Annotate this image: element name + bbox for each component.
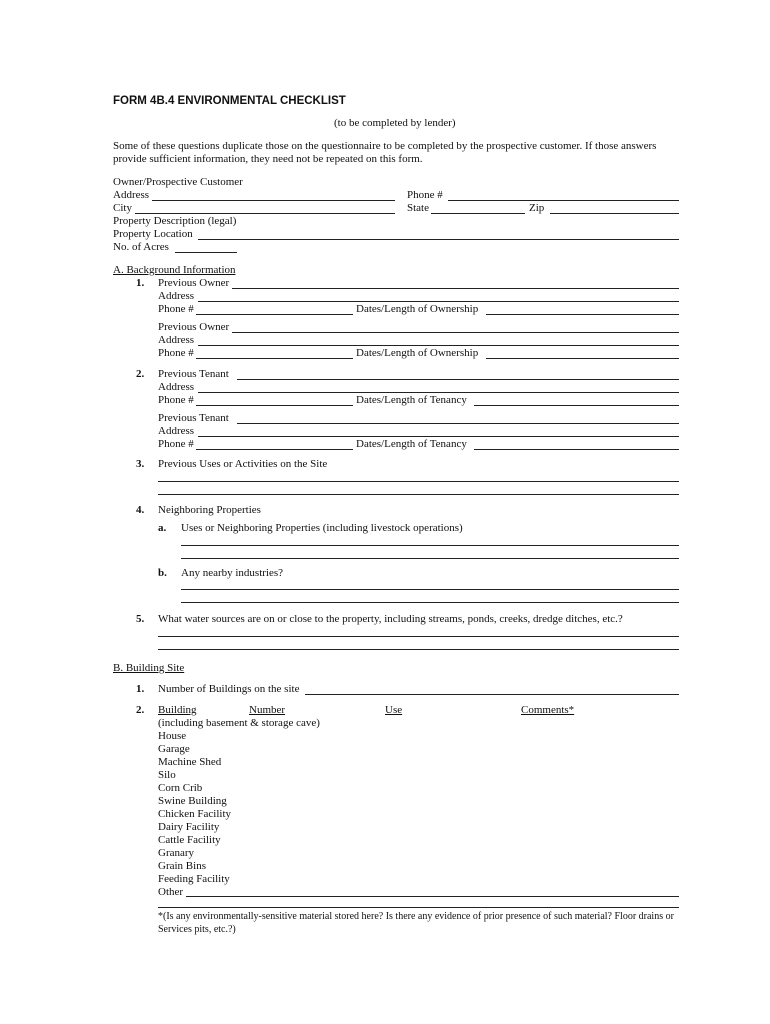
a-item-3-number: 3. bbox=[136, 458, 145, 470]
owner-address-field[interactable] bbox=[152, 200, 395, 201]
building-row-label: Granary bbox=[158, 847, 195, 859]
neighboring-properties-label: Neighboring Properties bbox=[158, 504, 261, 516]
previous-owner-1-field[interactable] bbox=[232, 288, 679, 289]
column-header-number: Number bbox=[249, 704, 286, 716]
water-sources-field-2[interactable] bbox=[158, 649, 679, 650]
section-a-heading: A. Background Information bbox=[113, 264, 236, 276]
b-item-2-number: 2. bbox=[136, 704, 145, 716]
sub-item-b-letter: b. bbox=[158, 567, 167, 579]
previous-tenant-1-phone-label: Phone # bbox=[158, 394, 194, 406]
column-header-use: Use bbox=[385, 704, 403, 716]
previous-uses-field-1[interactable] bbox=[158, 481, 679, 482]
building-row-label: Dairy Facility bbox=[158, 821, 220, 833]
building-row-label: Silo bbox=[158, 769, 176, 781]
previous-owner-1-label: Previous Owner bbox=[158, 277, 230, 289]
previous-uses-label: Previous Uses or Activities on the Site bbox=[158, 458, 328, 470]
previous-owner-2-dates-label: Dates/Length of Ownership bbox=[356, 347, 479, 359]
a-item-4-number: 4. bbox=[136, 504, 145, 516]
neighboring-uses-field-1[interactable] bbox=[181, 545, 679, 546]
property-location-field[interactable] bbox=[198, 239, 679, 240]
intro-text-line1: Some of these questions duplicate those on the questionnaire to be completed by the prospective customer. If those answers bbox=[113, 140, 657, 152]
previous-tenant-1-field[interactable] bbox=[237, 379, 679, 380]
owner-state-label: State bbox=[407, 202, 429, 214]
building-row-label-other: Other bbox=[158, 886, 184, 898]
footnote-line1: *(Is any environmentally-sensitive material stored here? Is there any evidence of prior presence of such material? Floor drains or bbox=[158, 911, 674, 922]
previous-owner-2-field[interactable] bbox=[232, 332, 679, 333]
b-item-1-number: 1. bbox=[136, 683, 145, 695]
owner-city-field[interactable] bbox=[135, 213, 395, 214]
previous-tenant-1-dates-field[interactable] bbox=[474, 405, 679, 406]
a-item-5-number: 5. bbox=[136, 613, 145, 625]
column-header-building: Building bbox=[158, 704, 197, 716]
building-row-label: Corn Crib bbox=[158, 782, 203, 794]
property-description-label: Property Description (legal) bbox=[113, 215, 237, 227]
acres-field[interactable] bbox=[175, 252, 237, 253]
footnote-divider bbox=[158, 907, 679, 908]
previous-owner-1-address-label: Address bbox=[158, 290, 195, 302]
previous-tenant-2-phone-field[interactable] bbox=[196, 449, 353, 450]
previous-owner-1-phone-label: Phone # bbox=[158, 303, 194, 315]
previous-owner-2-address-field[interactable] bbox=[198, 345, 679, 346]
building-row-label: Garage bbox=[158, 743, 190, 755]
previous-tenant-2-address-label: Address bbox=[158, 425, 195, 437]
previous-owner-1-dates-label: Dates/Length of Ownership bbox=[356, 303, 479, 315]
previous-tenant-2-field[interactable] bbox=[237, 423, 679, 424]
previous-owner-2-dates-field[interactable] bbox=[486, 358, 679, 359]
acres-label: No. of Acres bbox=[113, 241, 169, 253]
water-sources-field-1[interactable] bbox=[158, 636, 679, 637]
owner-city-label: City bbox=[113, 202, 132, 214]
previous-tenant-2-dates-field[interactable] bbox=[474, 449, 679, 450]
building-row-label: House bbox=[158, 730, 187, 742]
number-of-buildings-label: Number of Buildings on the site bbox=[158, 683, 300, 695]
building-row-label: Machine Shed bbox=[158, 756, 222, 768]
owner-zip-field[interactable] bbox=[550, 213, 679, 214]
nearby-industries-label: Any nearby industries? bbox=[181, 567, 284, 579]
previous-tenant-1-address-label: Address bbox=[158, 381, 195, 393]
previous-owner-1-address-field[interactable] bbox=[198, 301, 679, 302]
other-building-field[interactable] bbox=[186, 896, 679, 897]
building-row-label: Feeding Facility bbox=[158, 873, 230, 885]
previous-tenant-2-dates-label: Dates/Length of Tenancy bbox=[356, 438, 467, 450]
previous-tenant-2-label: Previous Tenant bbox=[158, 412, 229, 424]
owner-phone-field[interactable] bbox=[448, 200, 679, 201]
previous-tenant-1-phone-field[interactable] bbox=[196, 405, 353, 406]
previous-owner-2-label: Previous Owner bbox=[158, 321, 230, 333]
neighboring-uses-label: Uses or Neighboring Properties (including livestock operations) bbox=[181, 522, 463, 534]
form-subtitle: (to be completed by lender) bbox=[334, 117, 456, 129]
previous-owner-2-phone-label: Phone # bbox=[158, 347, 194, 359]
form-title: FORM 4B.4 ENVIRONMENTAL CHECKLIST bbox=[113, 95, 346, 107]
footnote-line2: Services pits, etc.?) bbox=[158, 924, 236, 935]
building-row-label: Swine Building bbox=[158, 795, 227, 807]
previous-tenant-1-dates-label: Dates/Length of Tenancy bbox=[356, 394, 467, 406]
a-item-2-number: 2. bbox=[136, 368, 145, 380]
building-row-label: Chicken Facility bbox=[158, 808, 232, 820]
number-of-buildings-field[interactable] bbox=[305, 694, 679, 695]
nearby-industries-field-2[interactable] bbox=[181, 602, 679, 603]
previous-uses-field-2[interactable] bbox=[158, 494, 679, 495]
previous-tenant-2-address-field[interactable] bbox=[198, 436, 679, 437]
section-b-heading: B. Building Site bbox=[113, 662, 185, 674]
previous-owner-1-dates-field[interactable] bbox=[486, 314, 679, 315]
previous-tenant-2-phone-label: Phone # bbox=[158, 438, 194, 450]
owner-heading: Owner/Prospective Customer bbox=[113, 176, 243, 188]
owner-zip-label: Zip bbox=[529, 202, 545, 214]
property-location-label: Property Location bbox=[113, 228, 193, 240]
previous-owner-1-phone-field[interactable] bbox=[196, 314, 353, 315]
neighboring-uses-field-2[interactable] bbox=[181, 558, 679, 559]
building-row-label: Grain Bins bbox=[158, 860, 206, 872]
previous-tenant-1-label: Previous Tenant bbox=[158, 368, 229, 380]
water-sources-label: What water sources are on or close to the property, including streams, ponds, creeks, dredge ditches, etc.? bbox=[158, 613, 623, 625]
a-item-1-number: 1. bbox=[136, 277, 145, 289]
intro-text-line2: provide sufficient information, they need not be repeated on this form. bbox=[113, 153, 423, 165]
column-header-comments: Comments* bbox=[521, 704, 575, 716]
owner-phone-label: Phone # bbox=[407, 189, 443, 201]
nearby-industries-field-1[interactable] bbox=[181, 589, 679, 590]
previous-tenant-1-address-field[interactable] bbox=[198, 392, 679, 393]
building-row-label: Cattle Facility bbox=[158, 834, 221, 846]
basement-note: (including basement & storage cave) bbox=[158, 717, 320, 729]
previous-owner-2-phone-field[interactable] bbox=[196, 358, 353, 359]
owner-address-label: Address bbox=[113, 189, 150, 201]
previous-owner-2-address-label: Address bbox=[158, 334, 195, 346]
owner-state-field[interactable] bbox=[431, 213, 525, 214]
sub-item-a-letter: a. bbox=[158, 522, 167, 534]
